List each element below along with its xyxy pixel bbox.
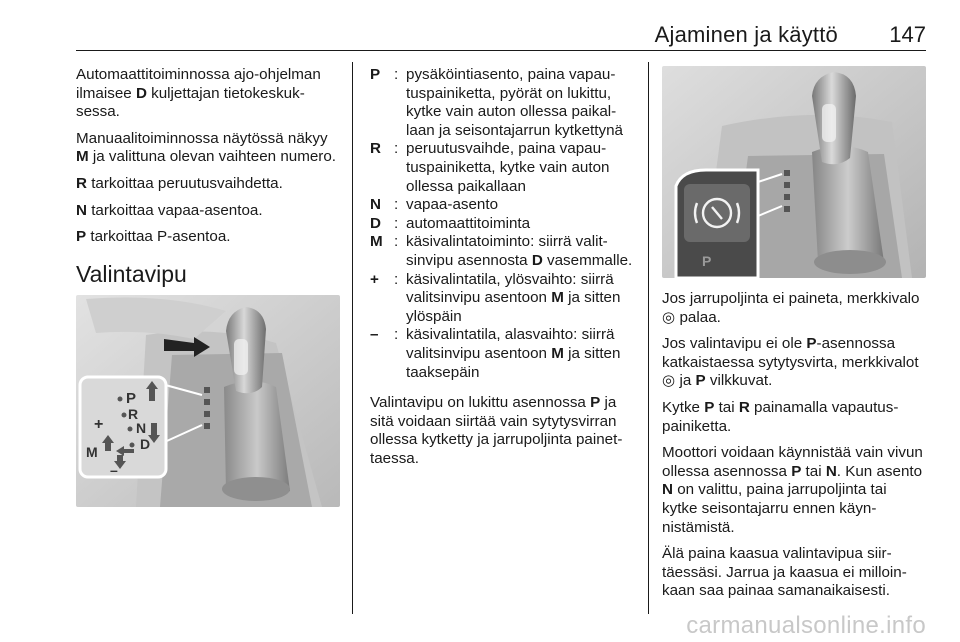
diagram-label-d: D [140, 436, 151, 453]
gear-item-m: M : käsivalintatoiminto: siirrä valitsinvipu asennosta D vasemmalle. [370, 233, 633, 269]
gear-item-minus: – : käsivalintatila, alasvaihto: siirrä valitsinvipu asentoon M ja sitten taaksepäin [370, 326, 621, 381]
gear-item-n: N : vapaa-asento [370, 196, 499, 214]
gear-position-list [370, 66, 634, 382]
paragraph-release: Kytke P tai R painamalla vapautuspainiketta. [662, 398, 899, 435]
gear-item-r: R : peruutusvaihde, paina vapautuspainiketta, kytke vain auton ollessa paikallaan [370, 140, 610, 195]
brake-warning-icon: ◎ [662, 372, 676, 390]
column-2 [370, 66, 634, 476]
diagram-label-n: N [136, 420, 147, 437]
gear-selector-photo [76, 295, 340, 507]
paragraph-brake: Jos jarrupoljinta ei paineta, merkkivalo ◎ palaa. [662, 290, 920, 326]
paragraph-start: Moottori voidaan käynnistää vain vivun ollessa asennossa P tai N. Kun asento N on valittu, paina jarrupoljinta tai kytke seisontajarru ennen käynnistämistä. [662, 444, 923, 536]
header-rule [76, 50, 926, 51]
brake-warning-icon: ◎ [662, 308, 676, 326]
paragraph-r: R tarkoittaa peruutusvaihdetta. [76, 174, 283, 192]
diagram-label-minus: – [110, 462, 118, 479]
watermark: carmanualsonline.info [686, 612, 926, 639]
paragraph-ignition: Jos valintavipu ei ole P-asennossa katkaistaessa sytytysvirta, merkkivalot ◎ ja P vilkkuvat. [662, 335, 919, 390]
diagram-label-p: P [126, 390, 137, 408]
column-divider-1 [352, 62, 353, 614]
diagram-label-m: M [86, 444, 98, 461]
paragraph-p: P tarkoittaa P-asentoa. [76, 228, 231, 246]
gear-item-d: D : automaattitoiminta [370, 214, 531, 232]
paragraph-manual-mode: Manuaalitoiminnossa näytössä näkyy M ja valittuna olevan vaihteen numero. [76, 129, 337, 166]
section-title: Ajaminen ja käyttö [654, 22, 838, 47]
column-3 [662, 290, 926, 609]
paragraph-automatic-mode: Automaattitoiminnossa ajo-ohjelman ilmaisee D kuljettajan tietokeskuksessa. [76, 66, 321, 121]
column-divider-2 [648, 62, 649, 614]
paragraph-lock: Valintavipu on lukittu asennossa P ja sitä voidaan siirtää vain sytytysvirran ollessa kytketty ja jarrupoljinta painettaessa. [370, 394, 623, 467]
column-1 [76, 66, 338, 507]
paragraph-warning: Älä paina kaasua valintavipua siirtäessäsi. Jarrua ja kaasua ei milloinkaan saa painaa samanaikaisesti. [662, 545, 907, 600]
gear-item-p: P : pysäköintiasento, paina vapautuspainiketta, pyörät on lukittu, kytke vain auton ollessa paikallaan ja seisontajarrun kytkettynä [370, 66, 623, 139]
brake-indicator-photo [662, 66, 926, 278]
photo-label-p: P [702, 253, 712, 269]
diagram-label-r: R [128, 406, 139, 423]
paragraph-n: N tarkoittaa vapaa-asentoa. [76, 201, 263, 219]
section-heading: Valintavipu [76, 260, 187, 287]
gear-item-plus: + : käsivalintatila, ylösvaihto: siirrä valitsinvipu asentoon M ja sitten ylöspäin [370, 270, 621, 325]
page-number: 147 [889, 22, 926, 47]
diagram-label-plus: + [94, 416, 104, 434]
